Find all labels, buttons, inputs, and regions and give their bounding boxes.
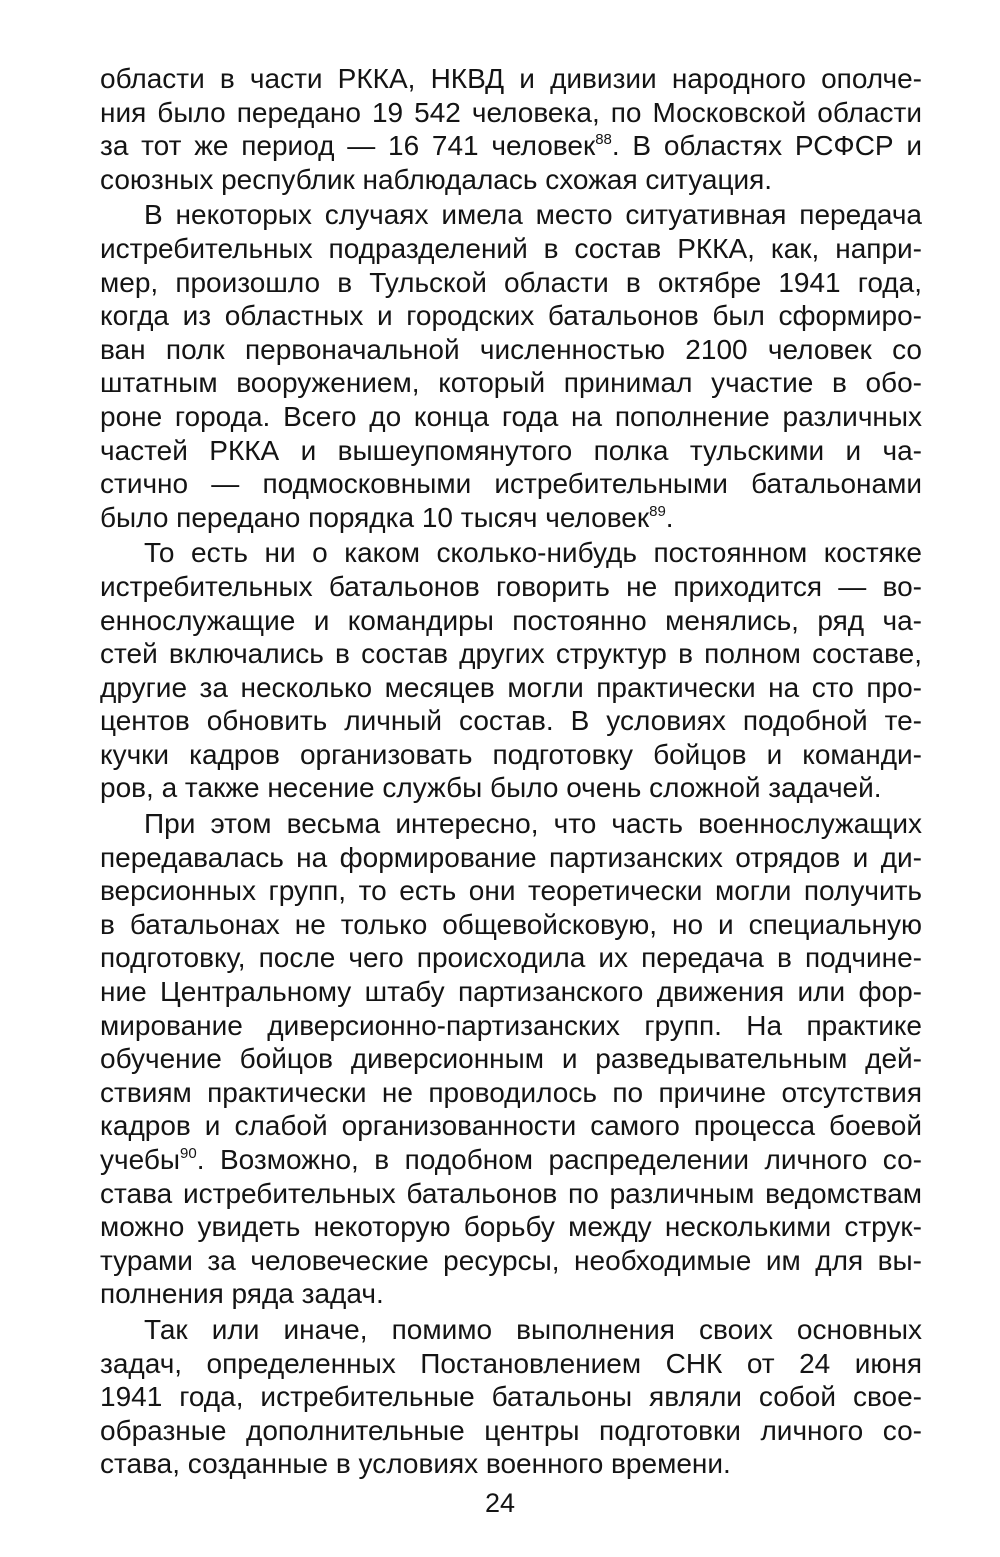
text-line: В некоторых случаях имела место ситуативная передача bbox=[144, 199, 922, 231]
text-line: можно увидеть некоторую борьбу между несколькими струк- bbox=[100, 1211, 922, 1243]
text-line: частей РККА и вышеупомянутого полка тульскими и ча- bbox=[100, 434, 922, 466]
text-line-tail: . Возможно, в подобном распределении личного со- bbox=[196, 1144, 922, 1175]
text-line: 1941 года, истребительные батальоны являли собой свое- bbox=[100, 1381, 922, 1413]
text-line: еннослужащие и командиры постоянно менялись, ряд ча- bbox=[100, 604, 922, 636]
text-line: То есть ни о каком сколько-нибудь постоянном костяке bbox=[144, 537, 922, 569]
text-line-tail: . bbox=[665, 501, 674, 533]
text-line: штатным вооружением, который принимал участие в обо- bbox=[100, 367, 922, 399]
text-line: союзных республик наблюдалась схожая ситуация. bbox=[100, 163, 773, 195]
text-line: мирование диверсионно-партизанских групп. На практике bbox=[100, 1009, 922, 1041]
text-line: задач, определенных Постановлением СНК от 24 июня bbox=[100, 1347, 922, 1379]
text-line-head: учебы bbox=[100, 1144, 181, 1175]
text-line-head: за тот же период — 16 741 человек bbox=[100, 130, 596, 162]
body-text bbox=[100, 62, 922, 1483]
text-line: в батальонах не только общевойсковую, но и специальную bbox=[100, 908, 922, 940]
text-line: когда из областных и городских батальонов был сформиро- bbox=[100, 300, 922, 332]
paragraph-4 bbox=[100, 807, 922, 1311]
text-line bbox=[100, 129, 922, 163]
footnote-ref[interactable]: 88 bbox=[595, 131, 612, 149]
text-line: ния было передано 19 542 человека, по Московской области bbox=[100, 96, 922, 128]
text-line: передавалась на формирование партизанских отрядов и ди- bbox=[100, 841, 922, 873]
text-line: турами за человеческие ресурсы, необходимые им для вы- bbox=[100, 1244, 922, 1276]
text-line: истребительных подразделений в состав РККА, как, напри- bbox=[100, 232, 922, 264]
paragraph-2 bbox=[100, 198, 922, 534]
text-line: кучки кадров организовать подготовку бойцов и команди- bbox=[100, 738, 922, 770]
text-line-tail: . В областях РСФСР и bbox=[611, 130, 922, 162]
text-line: центов обновить личный состав. В условиях подобной те- bbox=[100, 705, 922, 737]
text-line: роне города. Всего до конца года на пополнение различных bbox=[100, 400, 922, 432]
text-line: ствиям практически не проводилось по причине отсутствия bbox=[100, 1076, 922, 1108]
text-line bbox=[100, 501, 922, 535]
text-line: става истребительных батальонов по различным ведомствам bbox=[100, 1177, 922, 1209]
paragraph-1 bbox=[100, 62, 922, 196]
text-line: стей включались в состав других структур в полном составе, bbox=[100, 638, 922, 670]
text-line: истребительных батальонов говорить не приходится — во- bbox=[100, 570, 922, 602]
text-line: версионных групп, то есть они теоретически могли получить bbox=[100, 875, 922, 907]
paragraph-3 bbox=[100, 536, 922, 805]
text-line: стично — подмосковными истребительными батальонами bbox=[100, 468, 922, 500]
text-line: ван полк первоначальной численностью 2100 человек со bbox=[100, 333, 922, 365]
text-line: При этом весьма интересно, что часть военнослужащих bbox=[144, 808, 922, 840]
text-line: кадров и слабой организованности самого процесса боевой bbox=[100, 1110, 922, 1142]
text-line: Так или иначе, помимо выполнения своих основных bbox=[144, 1313, 922, 1345]
text-line: ров, а также несение службы было очень сложной задачей. bbox=[100, 772, 882, 804]
text-line bbox=[100, 1143, 922, 1177]
page-number: 24 bbox=[484, 1488, 516, 1518]
paragraph-5 bbox=[100, 1313, 922, 1481]
text-line: образные дополнительные центры подготовки личного со- bbox=[100, 1414, 922, 1446]
text-line: другие за несколько месяцев могли практически на сто про- bbox=[100, 671, 922, 703]
text-line: полнения ряда задач. bbox=[100, 1278, 384, 1310]
text-line: области в части РККА, НКВД и дивизии народного ополче- bbox=[100, 63, 922, 94]
footnote-ref[interactable]: 90 bbox=[180, 1145, 197, 1162]
text-line: обучение бойцов диверсионным и разведывательным дей- bbox=[100, 1043, 922, 1075]
text-line: става, созданные в условиях военного времени. bbox=[100, 1448, 731, 1480]
text-line: мер, произошло в Тульской области в октябре 1941 года, bbox=[100, 266, 922, 298]
text-line-head: было передано порядка 10 тысяч человек bbox=[100, 501, 650, 533]
text-line: ние Центральному штабу партизанского движения или фор- bbox=[100, 976, 922, 1008]
footnote-ref[interactable]: 89 bbox=[649, 502, 666, 520]
text-line: подготовку, после чего происходила их передача в подчине- bbox=[100, 942, 922, 974]
